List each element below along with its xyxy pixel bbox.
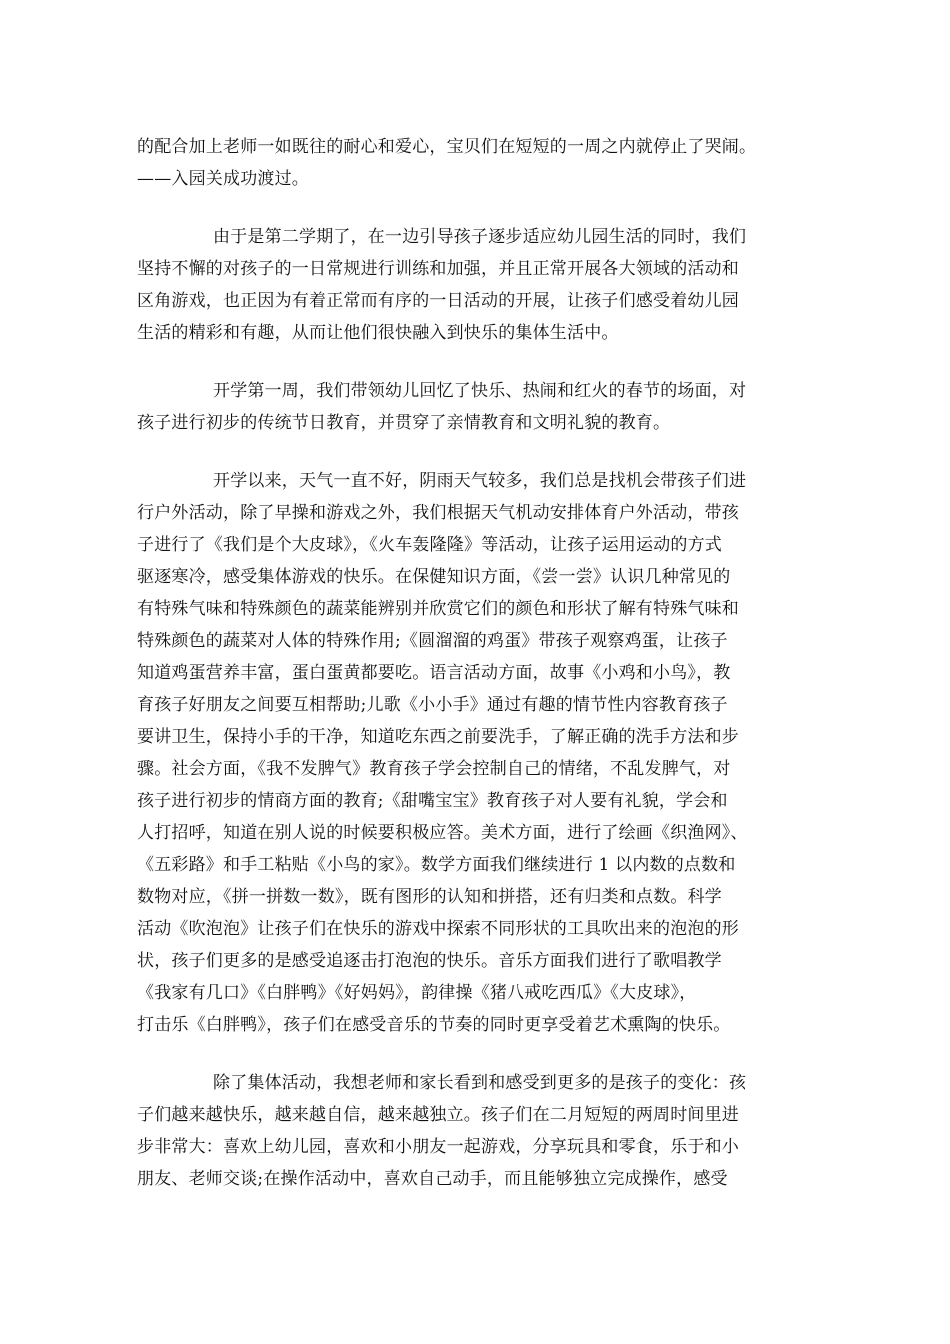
text-line: 有特殊气味和特殊颜色的蔬菜能辨别并欣赏它们的颜色和形状了解有特殊气味和 [137, 599, 739, 619]
text-line: 打击乐《白胖鸭》，孩子们在感受音乐的节奏的同时更享受着艺术熏陶的快乐。 [137, 1015, 731, 1035]
text-line: 数物对应，《拼一拼数一数》，既有图形的认知和拼搭，还有归类和点数。科学 [137, 887, 722, 907]
paragraph-4 [137, 465, 827, 1041]
text-line: 的配合加上老师一如既往的耐心和爱心，宝贝们在短短的一周之内就停止了哭闹。 [137, 137, 757, 157]
text-line: 子们越来越快乐，越来越自信，越来越独立。孩子们在二月短短的两周时间里进 [137, 1105, 739, 1125]
paragraph-5 [137, 1067, 827, 1195]
text-line: 骤。社会方面，《我不发脾气》教育孩子学会控制自己的情绪，不乱发脾气，对 [137, 759, 731, 779]
text-line: 区角游戏，也正因为有着正常而有序的一日活动的开展，让孩子们感受着幼儿园 [137, 291, 739, 311]
text-line: 驱逐寒冷，感受集体游戏的快乐。在保健知识方面，《尝一尝》认识几种常见的 [137, 567, 731, 587]
text-line: 知道鸡蛋营养丰富，蛋白蛋黄都要吃。语言活动方面，故事《小鸡和小鸟》，教 [137, 663, 731, 683]
text-line: 孩子进行初步的传统节日教育，并贯穿了亲情教育和文明礼貌的教育。 [137, 413, 671, 433]
text-line: 孩子进行初步的情商方面的教育;《甜嘴宝宝》教育孩子对人要有礼貌，学会和 [137, 791, 728, 811]
text-line: 坚持不懈的对孩子的一日常规进行训练和加强，并且正常开展各大领域的活动和 [137, 259, 739, 279]
text-line: 状，孩子们更多的是感受追逐击打泡泡的快乐。音乐方面我们进行了歌唱教学 [137, 951, 722, 971]
text-line: 生活的精彩和有趣，从而让他们很快融入到快乐的集体生活中。 [137, 323, 619, 343]
text-line: 活动《吹泡泡》让孩子们在快乐的游戏中探索不同形状的工具吹出来的泡泡的形 [137, 919, 739, 939]
text-line: 特殊颜色的蔬菜对人体的特殊作用;《圆溜溜的鸡蛋》带孩子观察鸡蛋，让孩子 [137, 631, 728, 651]
text-line: 由于是第二学期了，在一边引导孩子逐步适应幼儿园生活的同时，我们 [213, 227, 747, 247]
text-line: 步非常大：喜欢上幼儿园，喜欢和小朋友一起游戏，分享玩具和零食，乐于和小 [137, 1137, 739, 1157]
text-line: 要讲卫生，保持小手的干净，知道吃东西之前要洗手，了解正确的洗手方法和步 [137, 727, 739, 747]
text-line: 行户外活动，除了早操和游戏之外，我们根据天气机动安排体育户外活动，带孩 [137, 503, 739, 523]
text-line: 人打招呼，知道在别人说的时候要积极应答。美术方面，进行了绘画《织渔网》、 [137, 823, 748, 843]
paragraph-2 [137, 221, 827, 349]
text-line: 除了集体活动，我想老师和家长看到和感受到更多的是孩子的变化：孩 [213, 1073, 747, 1093]
text-line: 子进行了《我们是个大皮球》，《火车轰隆隆》等活动，让孩子运用运动的方式 [137, 535, 722, 555]
paragraph-3 [137, 375, 827, 439]
text-line: 育孩子好朋友之间要互相帮助;儿歌《小小手》通过有趣的情节性内容教育孩子 [137, 695, 728, 715]
text-line: 《我家有几口》《白胖鸭》《好妈妈》，韵律操《猪八戒吃西瓜》《大皮球》， [137, 983, 697, 1003]
text-line: 朋友、老师交谈;在操作活动中，喜欢自己动手，而且能够独立完成操作，感受 [137, 1169, 728, 1189]
text-line: ——入园关成功渡过。 [137, 169, 309, 189]
text-line: 《五彩路》和手工粘贴《小鸟的家》。数学方面我们继续进行 1 以内数的点数和 [137, 855, 736, 875]
text-line: 开学以来，天气一直不好，阴雨天气较多，我们总是找机会带孩子们进 [213, 471, 747, 491]
paragraph-1 [137, 131, 827, 195]
text-line: 开学第一周，我们带领幼儿回忆了快乐、热闹和红火的春节的场面，对 [213, 381, 747, 401]
